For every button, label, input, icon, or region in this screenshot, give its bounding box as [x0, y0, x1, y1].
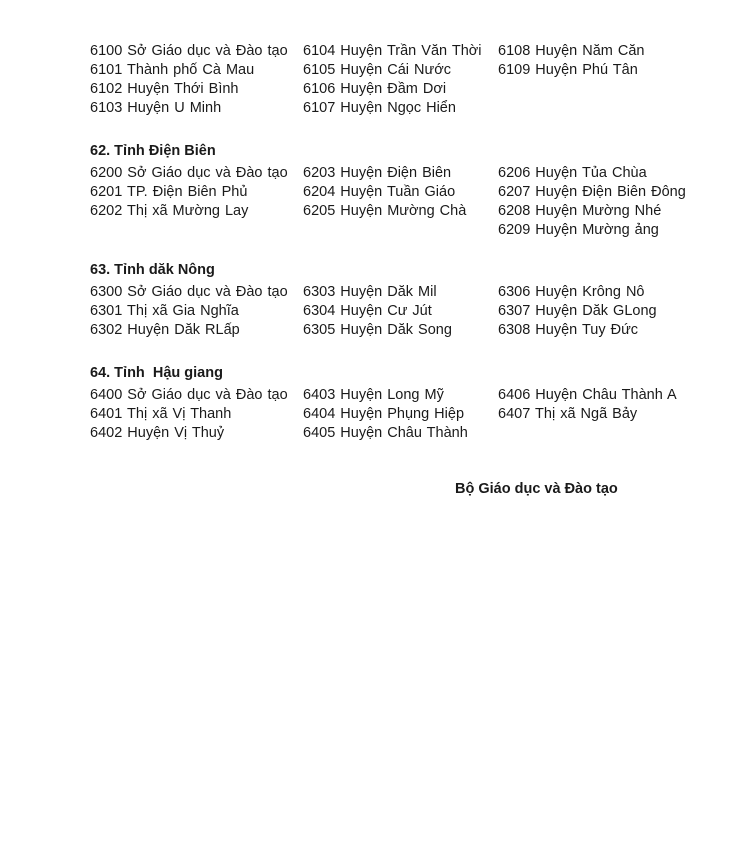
list-item: 6209 Huyện Mường ảng: [498, 222, 659, 238]
section-heading: 62. Tỉnh Điện Biên: [90, 143, 216, 159]
list-item: 6100 Sở Giáo dục và Đào tạo: [90, 43, 288, 59]
section-columns: [90, 283, 710, 340]
list-item: 6200 Sở Giáo dục và Đào tạo: [90, 165, 288, 181]
column-3: [498, 42, 710, 118]
list-item: 6101 Thành phố Cà Mau: [90, 62, 255, 78]
list-item: 6108 Huyện Năm Căn: [498, 43, 645, 59]
list-item: 6403 Huyện Long Mỹ: [303, 387, 444, 403]
section-columns: [90, 164, 710, 240]
column-2: [303, 164, 498, 240]
list-item: 6405 Huyện Châu Thành: [303, 425, 468, 441]
list-item: 6106 Huyện Đầm Dơi: [303, 81, 447, 97]
list-item: 6201 TP. Điện Biên Phủ: [90, 184, 248, 200]
section-dien-bien: [90, 142, 710, 240]
list-item: 6103 Huyện U Minh: [90, 100, 222, 116]
list-item: 6107 Huyện Ngọc Hiển: [303, 100, 456, 116]
list-item: 6401 Thị xã Vị Thanh: [90, 406, 232, 422]
list-item: 6308 Huyện Tuy Đức: [498, 322, 639, 338]
list-item: 6304 Huyện Cư Jút: [303, 303, 432, 319]
column-1: [90, 164, 303, 240]
list-item: 6306 Huyện Krông Nô: [498, 284, 645, 300]
column-2: [303, 386, 498, 443]
section-ca-mau: [90, 42, 710, 118]
list-item: 6208 Huyện Mường Nhé: [498, 203, 662, 219]
column-1: [90, 42, 303, 118]
column-3: [498, 283, 710, 340]
list-item: 6207 Huyện Điện Biên Đông: [498, 184, 686, 200]
footer-signature: Bộ Giáo dục và Đào tạo: [455, 481, 618, 497]
list-item: 6104 Huyện Trần Văn Thời: [303, 43, 482, 59]
list-item: 6302 Huyện Dăk RLấp: [90, 322, 240, 338]
list-item: 6204 Huyện Tuần Giáo: [303, 184, 456, 200]
list-item: 6404 Huyện Phụng Hiệp: [303, 406, 465, 422]
column-1: [90, 386, 303, 443]
list-item: 6105 Huyện Cái Nước: [303, 62, 451, 78]
list-item: 6102 Huyện Thới Bình: [90, 81, 239, 97]
list-item: 6205 Huyện Mường Chà: [303, 203, 467, 219]
list-item: 6206 Huyện Tủa Chùa: [498, 165, 647, 181]
column-2: [303, 42, 498, 118]
section-heading: 64. Tỉnh Hậu giang: [90, 365, 223, 381]
list-item: 6300 Sở Giáo dục và Đào tạo: [90, 284, 288, 300]
section-dak-nong: [90, 261, 710, 340]
column-3: [498, 386, 710, 443]
list-item: 6305 Huyện Dăk Song: [303, 322, 452, 338]
list-item: 6402 Huyện Vị Thuỷ: [90, 425, 225, 441]
list-item: 6303 Huyện Dăk Mil: [303, 284, 437, 300]
list-item: 6400 Sở Giáo dục và Đào tạo: [90, 387, 288, 403]
list-item: 6307 Huyện Dăk GLong: [498, 303, 657, 319]
column-3: [498, 164, 710, 240]
list-item: 6406 Huyện Châu Thành A: [498, 387, 677, 403]
list-item: 6109 Huyện Phú Tân: [498, 62, 638, 78]
list-item: 6407 Thị xã Ngã Bảy: [498, 406, 638, 422]
list-item: 6301 Thị xã Gia Nghĩa: [90, 303, 239, 319]
column-1: [90, 283, 303, 340]
section-columns: [90, 386, 710, 443]
section-heading: 63. Tỉnh dăk Nông: [90, 262, 215, 278]
list-item: 6203 Huyện Điện Biên: [303, 165, 452, 181]
column-2: [303, 283, 498, 340]
section-columns: [90, 42, 710, 118]
list-item: 6202 Thị xã Mường Lay: [90, 203, 249, 219]
section-hau-giang: [90, 364, 710, 443]
